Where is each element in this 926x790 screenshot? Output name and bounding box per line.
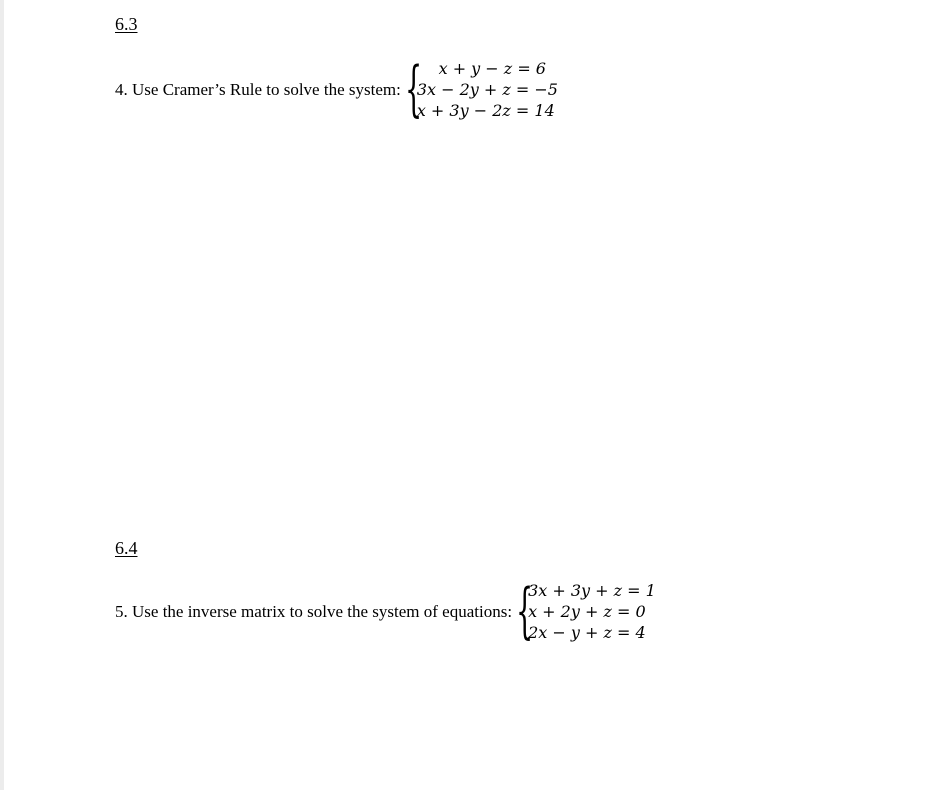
problem-5-prompt: 5. Use the inverse matrix to solve the system of equations: — [115, 601, 513, 621]
left-brace-icon: { — [404, 54, 422, 124]
equation-2: 3x − 2y + z = −5 — [416, 80, 558, 99]
page-edge — [0, 0, 4, 790]
section-heading-6-4: 6.4 — [115, 538, 138, 558]
problem-5 — [115, 576, 656, 646]
equation-3: x + 3y − 2z = 14 — [416, 101, 555, 120]
problem-4 — [115, 54, 558, 124]
problem-4-system — [404, 54, 558, 124]
problem-5-equations — [528, 580, 656, 643]
problem-4-equations — [417, 58, 558, 121]
equation-2: x + 2y + z = 0 — [528, 602, 646, 621]
problem-4-prompt: 4. Use Cramer’s Rule to solve the system: — [115, 79, 401, 99]
equation-3: 2x − y + z = 4 — [528, 623, 646, 642]
problem-5-system — [516, 576, 656, 646]
equation-1: x + y − z = 6 — [438, 59, 546, 78]
section-heading-6-3: 6.3 — [115, 14, 138, 34]
equation-1: 3x + 3y + z = 1 — [528, 581, 656, 600]
left-brace-icon: { — [516, 576, 534, 646]
